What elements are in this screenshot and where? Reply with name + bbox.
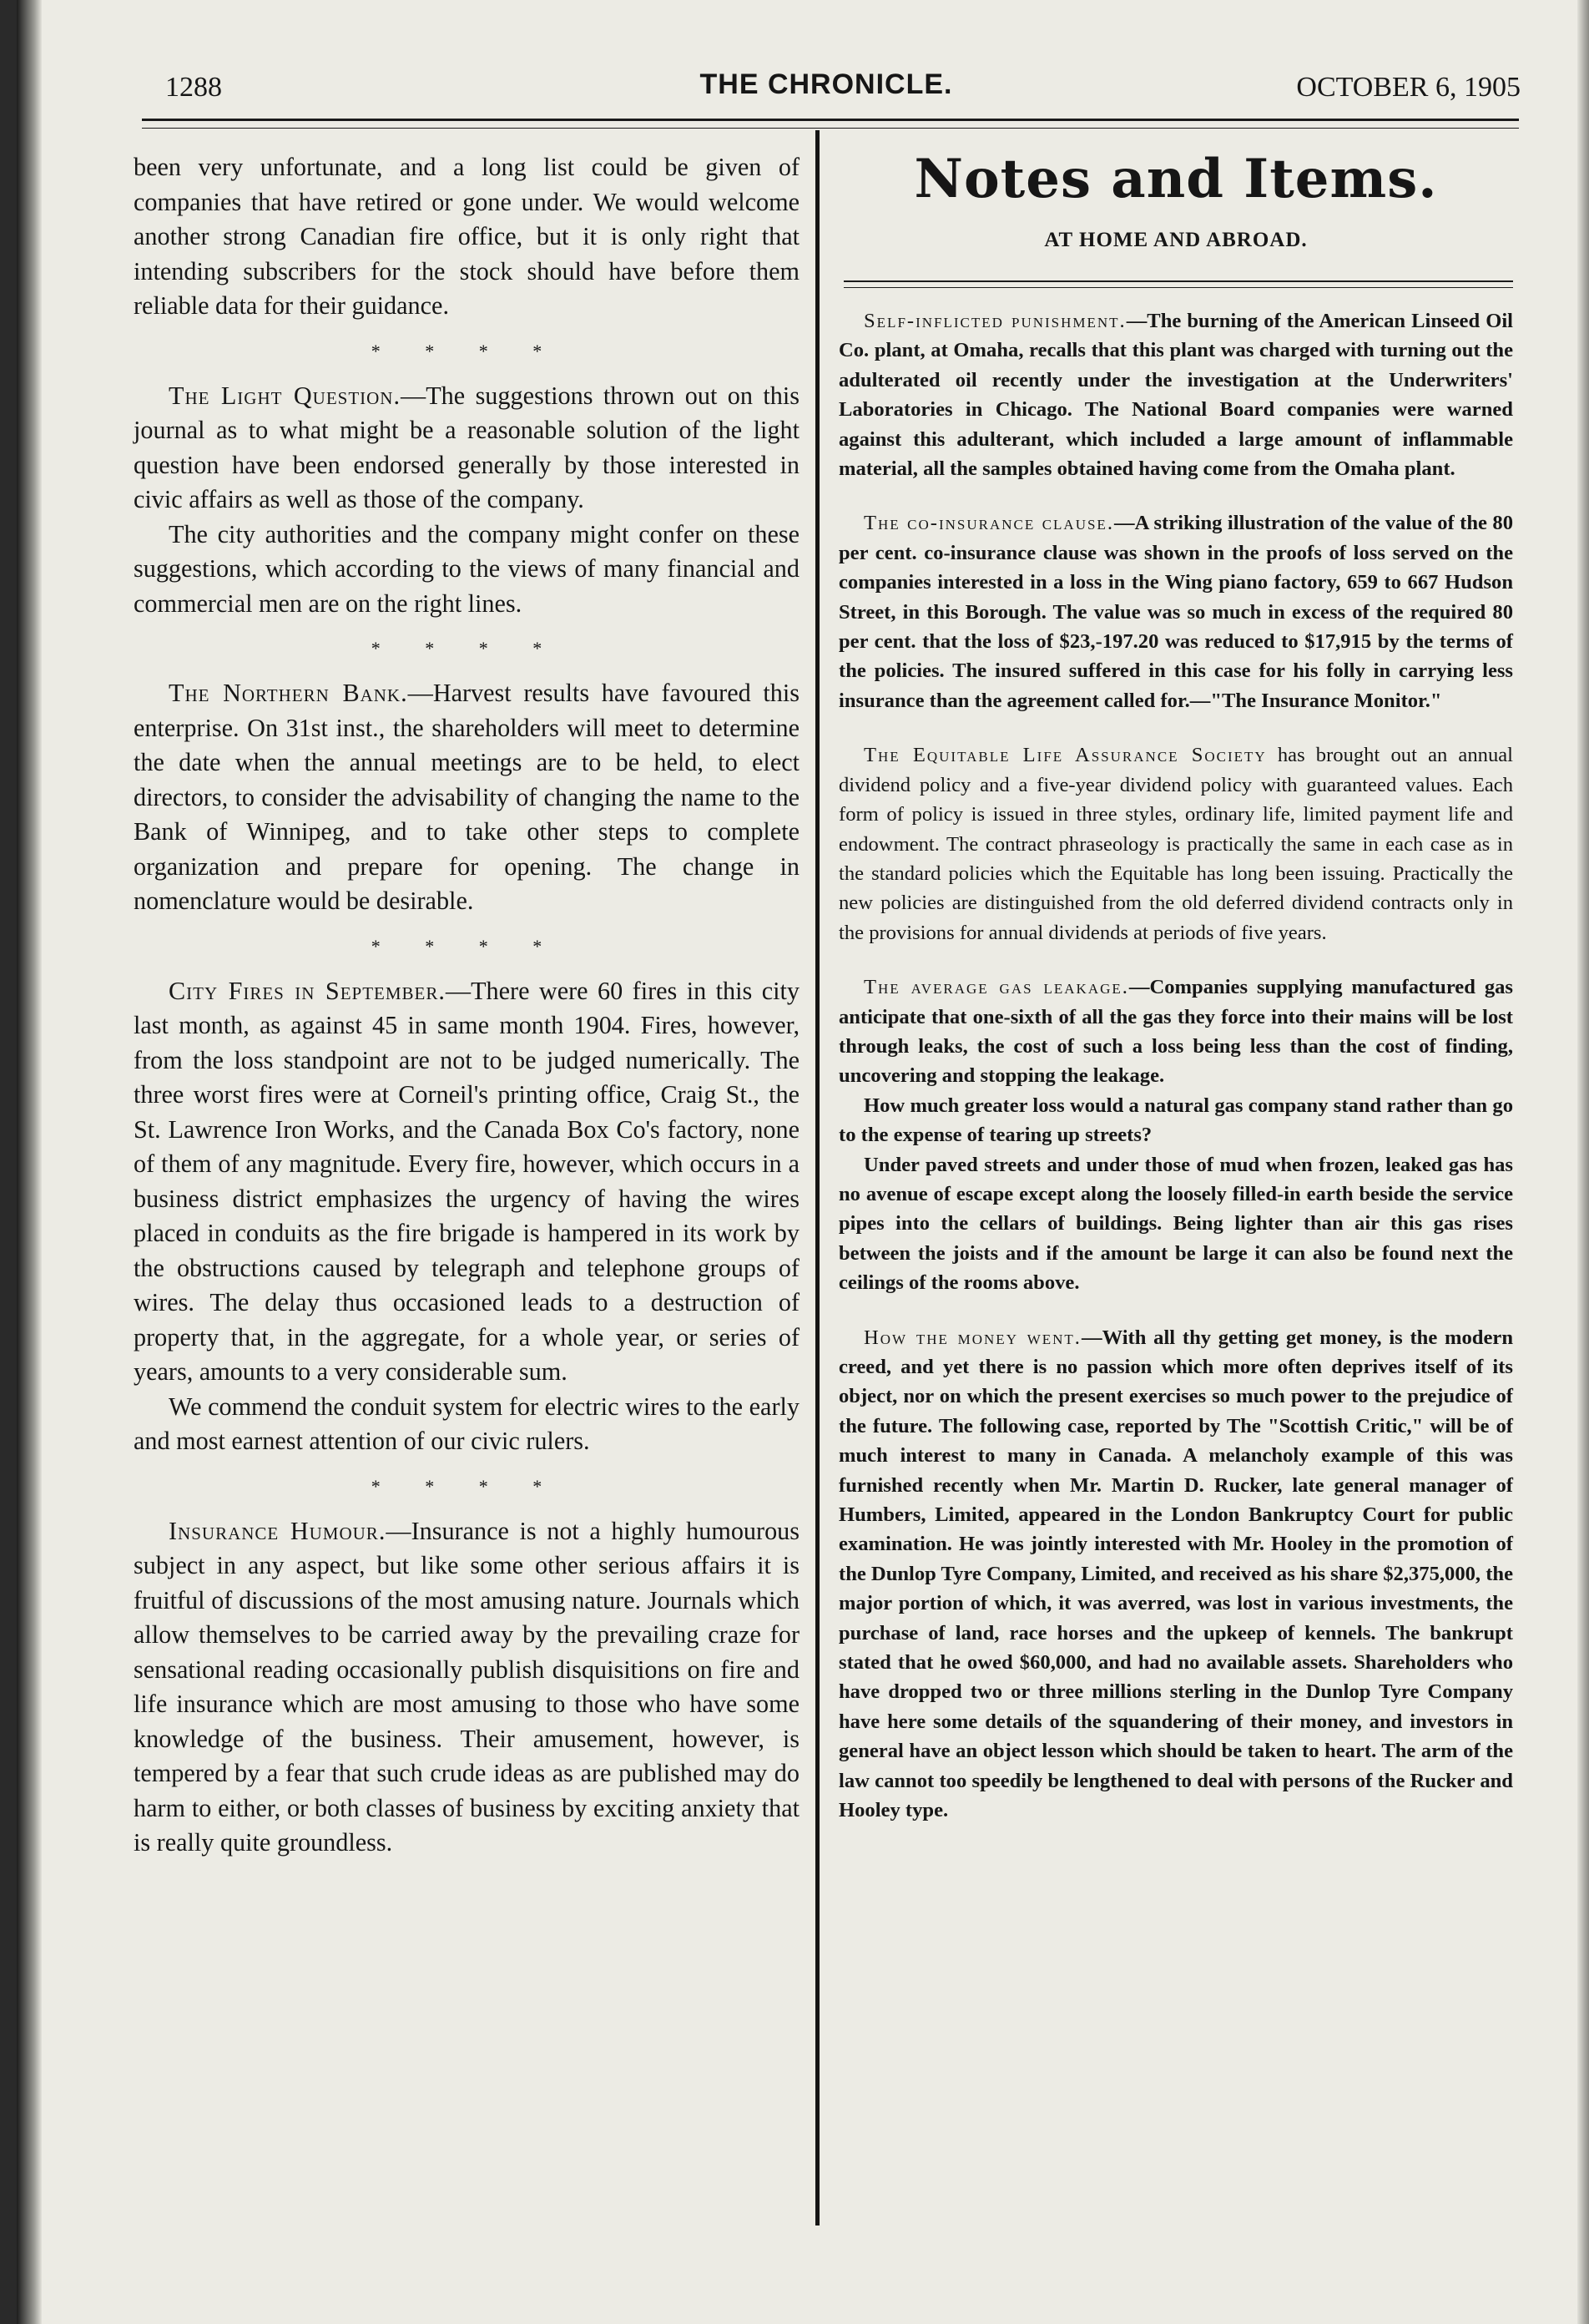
light-question-title: The Light Question. bbox=[169, 381, 401, 410]
northern-bank-title: The Northern Bank. bbox=[169, 679, 408, 707]
section-separator: * * * * bbox=[371, 340, 562, 361]
header-rule bbox=[142, 119, 1519, 129]
item-text: has brought out an annual dividend policy and a five-year dividend policy with guaranteed values. Each form of policy is issued in three styles, ordinary life, limited payment life and endowment. The contract phraseology is practically the same in each case as in the standard policies which the Equitable has long been issuing. Practically the new policies are distinguished from the old deferred dividend contracts only in the provisions for annual dividends at periods of five years. bbox=[839, 744, 1513, 944]
item-lead: The average gas leakage. bbox=[864, 976, 1129, 999]
insurance-humour-body: —Insurance is not a highly humourous subject in any aspect, but like some other serious affairs it is fruitful of discussions of the most amusing nature. Journals which allow themselves to be carried away by the prevailing craze for sensational reading occasionally publish disquisitions on fire and life insurance which are most amusing to those who have some knowledge of the business. Their amusement, however, is tempered by a fear that such crude ideas as are published may do harm to either, or both classes of business by exciting anxiety that is really quite groundless. bbox=[134, 1516, 800, 1857]
city-fires-title: City Fires in September. bbox=[169, 976, 446, 1005]
item-text: —A striking illustration of the value of the 80 per cent. co-insurance clause was shown in the proofs of loss served on the companies interested in a loss in the Wing piano factory, 659 to 667 Hudson Street, in this Borough. The value was so much in excess of the required 80 per cent. that the loss of $23,-197.20 was reduced to $17,915 by the terms of the policies. The insured suffered in this case for his folly in carrying less insurance than the agreement called for.—"The Insurance Monitor." bbox=[839, 512, 1514, 712]
newspaper-page bbox=[17, 0, 1589, 2324]
item-gas-leakage bbox=[839, 973, 1513, 1091]
item-text: —With all thy getting get money, is the modern creed, and yet there is no passion which more often deprives itself of its object, nor on which the present exercises so much power to the prejudice of the future. The following case, reported by The "Scottish Critic," will be of much interest to many in Canada. A melancholy example of this was furnished recently when Mr. Martin D. Rucker, late general manager of Humbers, Limited, appeared in the London Bankruptcy Court for public examination. He was jointly interested with Mr. Hooley in the promotion of the Dunlop Tyre Company, Limited, and received as his share $2,375,000, the major portion of which, it was averred, was lost in various investments, the purchase of land, race horses and the upkeep of kennels. The bankrupt stated that he owed $60,000, and had no available assets. Shareholders who have dropped two or three millions sterling in the Dunlop Tyre Company have here some details of the squandering of their money, and investors in general have an object lesson which should be taken to heart. The arm of the law cannot too speedily be lengthened to deal with persons of the Rucker and Hooley type. bbox=[839, 1326, 1514, 1822]
item-gas-leakage-2: How much greater loss would a natural gas company stand rather than go to the expense of tearing up streets? bbox=[839, 1094, 1513, 1147]
page-number: 1288 bbox=[165, 72, 222, 103]
item-text: —The burning of the American Linseed Oil Co. plant, at Omaha, recalls that this plant was charged with turning out the adulterated oil recently under the investigation at the Underwriters' Laboratories in Chicago. The National Board companies were warned against this adulterant, which included a large amount of inflammable material, all the samples obtained having come from the Omaha plant. bbox=[839, 310, 1513, 481]
northern-bank-paragraph bbox=[134, 676, 800, 919]
item-text: —Companies supplying manufactured gas anticipate that one-sixth of all the gas they force into their mains will be lost through leaks, the cost of such a loss being less than the cost of finding, uncovering and stopping the leakage. bbox=[839, 976, 1513, 1088]
section-separator: * * * * bbox=[371, 935, 562, 957]
notes-rule bbox=[844, 280, 1513, 288]
binding-shadow bbox=[17, 0, 42, 2324]
item-lead: How the money went. bbox=[864, 1326, 1082, 1349]
item-gas-leakage-3: Under paved streets and under those of mud when frozen, leaked gas has no avenue of escape except along the loosely filled-in earth beside the service pipes into the cellars of buildings. Being lighter than air this gas rises between the joists and if the amount be large it can also be found next the ceilings of the rooms above. bbox=[839, 1153, 1513, 1295]
running-head bbox=[142, 65, 1521, 115]
right-column bbox=[839, 138, 1513, 1826]
light-question-paragraph-2: The city authorities and the company might confer on these suggestions, which according to the views of many financial and commercial men are on the right lines. bbox=[134, 519, 800, 618]
item-self-inflicted bbox=[839, 306, 1513, 483]
intro-paragraph: been very unfortunate, and a long list could be given of companies that have retired or gone under. We would welcome another strong Canadian fire office, but it is only right that intending subscribers for the stock should have before them reliable data for their guidance. bbox=[134, 153, 800, 320]
left-column bbox=[134, 150, 800, 1861]
item-co-insurance bbox=[839, 508, 1513, 715]
item-lead: The co-insurance clause. bbox=[864, 512, 1114, 535]
insurance-humour-title: Insurance Humour. bbox=[169, 1516, 386, 1545]
column-divider bbox=[815, 130, 820, 2225]
notes-and-items-heading: Notes and Items. bbox=[914, 148, 1438, 210]
section-separator: * * * * bbox=[371, 638, 562, 659]
item-lead: Self-inflicted punishment. bbox=[864, 310, 1127, 332]
light-question-paragraph bbox=[134, 379, 800, 518]
item-equitable bbox=[839, 740, 1513, 947]
city-fires-paragraph-2: We commend the conduit system for electric wires to the early and most earnest attention of our civic rulers. bbox=[134, 1392, 800, 1455]
journal-title: THE CHRONICLE. bbox=[699, 68, 953, 100]
item-lead: The Equitable Life Assurance Society bbox=[864, 744, 1267, 767]
insurance-humour-paragraph bbox=[134, 1514, 800, 1861]
section-separator: * * * * bbox=[371, 1475, 562, 1497]
northern-bank-body: —Harvest results have favoured this enterprise. On 31st inst., the shareholders will meet to determine the date when the annual meetings are to be held, to elect directors, to consider the advisability of changing the name to the Bank of Winnipeg, and to take other steps to complete organization and prepare for opening. The change in nomenclature would be desirable. bbox=[134, 679, 800, 915]
city-fires-paragraph bbox=[134, 974, 800, 1390]
light-question-body: —The suggestions thrown out on this journal as to what might be a reasonable solution of the light question have been endorsed generally by those interested in civic affairs as well as those of the company. bbox=[134, 381, 800, 513]
notes-subheading: AT HOME AND ABROAD. bbox=[1044, 229, 1308, 251]
issue-date: OCTOBER 6, 1905 bbox=[1296, 72, 1521, 103]
page-edge-shadow bbox=[1577, 0, 1589, 2324]
item-money-went bbox=[839, 1323, 1513, 1826]
city-fires-body: —There were 60 fires in this city last month, as against 45 in same month 1904. Fires, however, from the loss standpoint are not to be judged numerically. The three worst fires were at Corneil's printing office, Craig St., the St. Lawrence Iron Works, and the Canada Box Co's factory, none of them of any magnitude. Every fire, however, which occurs in a business district emphasizes the urgency of having the wires placed in conduits as the fire brigade is hampered in its work by the obstructions caused by telegraph and telephone groups of wires. The delay thus occasioned leads to a destruction of property that, in the aggregate, for a whole year, or series of years, amounts to a very considerable sum. bbox=[134, 976, 800, 1386]
